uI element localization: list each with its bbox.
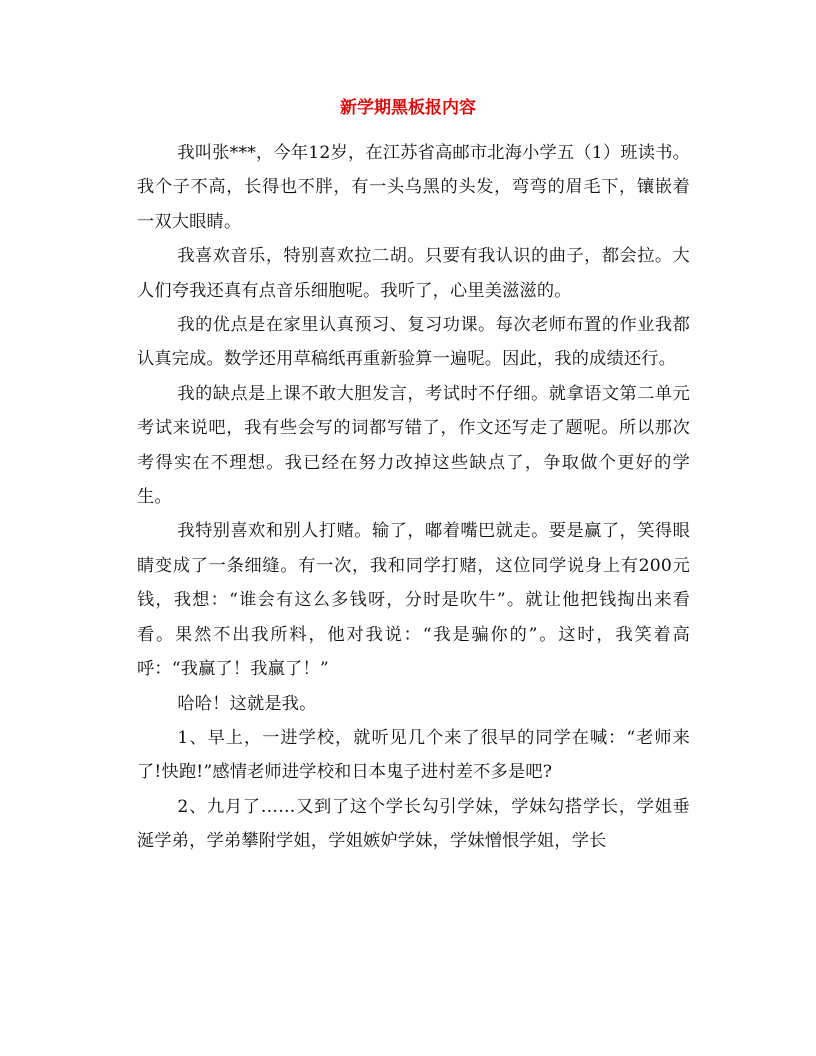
paragraph-strengths: 我的优点是在家里认真预习、复习功课。每次老师布置的作业我都认真完成。数学还用草稿纸再重新验算一遍呢。因此，我的成绩还行。 — [137, 315, 690, 370]
paragraph-betting-story: 我特别喜欢和别人打赌。输了，嘟着嘴巴就走。要是赢了，笑得眼睛变成了一条细缝。有一次，我和同学打赌，这位同学说身上有200元钱，我想：“谁会有这么多钱呀，分时是吹牛”。就让他把钱掏出来看看。果然不出我所料，他对我说：“我是骗你的”。这时，我笑着高呼：“我赢了！我赢了！” — [137, 521, 690, 680]
paragraph-hobby-music: 我喜欢音乐，特别喜欢拉二胡。只要有我认识的曲子，都会拉。大人们夸我还真有点音乐细胞呢。我听了，心里美滋滋的。 — [137, 246, 690, 301]
paragraph-item-2: 2、九月了……又到了这个学长勾引学妹，学妹勾搭学长，学姐垂涎学弟，学弟攀附学姐，学姐嫉妒学妹，学妹憎恨学姐，学长 — [137, 796, 690, 852]
paragraph-item-1: 1、早上，一进学校，就听见几个来了很早的同学在喊：“老师来了!快跑!”感情老师进学校和日本鬼子进村差不多是吧? — [137, 727, 690, 783]
document-title: 新学期黑板报内容 — [340, 98, 476, 118]
paragraph-weaknesses: 我的缺点是上课不敢大胆发言，考试时不仔细。就拿语文第二单元考试来说吧，我有些会写的词都写错了，作文还写走了题呢。所以那次考得实在不理想。我已经在努力改掉这些缺点了，争取做个更好的学生。 — [137, 383, 690, 508]
paragraph-conclusion: 哈哈！这就是我。 — [177, 693, 317, 714]
document-body — [137, 136, 690, 859]
paragraph-self-introduction: 我叫张***，今年12岁，在江苏省高邮市北海小学五（1）班读书。我个子不高，长得也不胖，有一头乌黑的头发，弯弯的眉毛下，镶嵌着一双大眼睛。 — [137, 143, 690, 232]
